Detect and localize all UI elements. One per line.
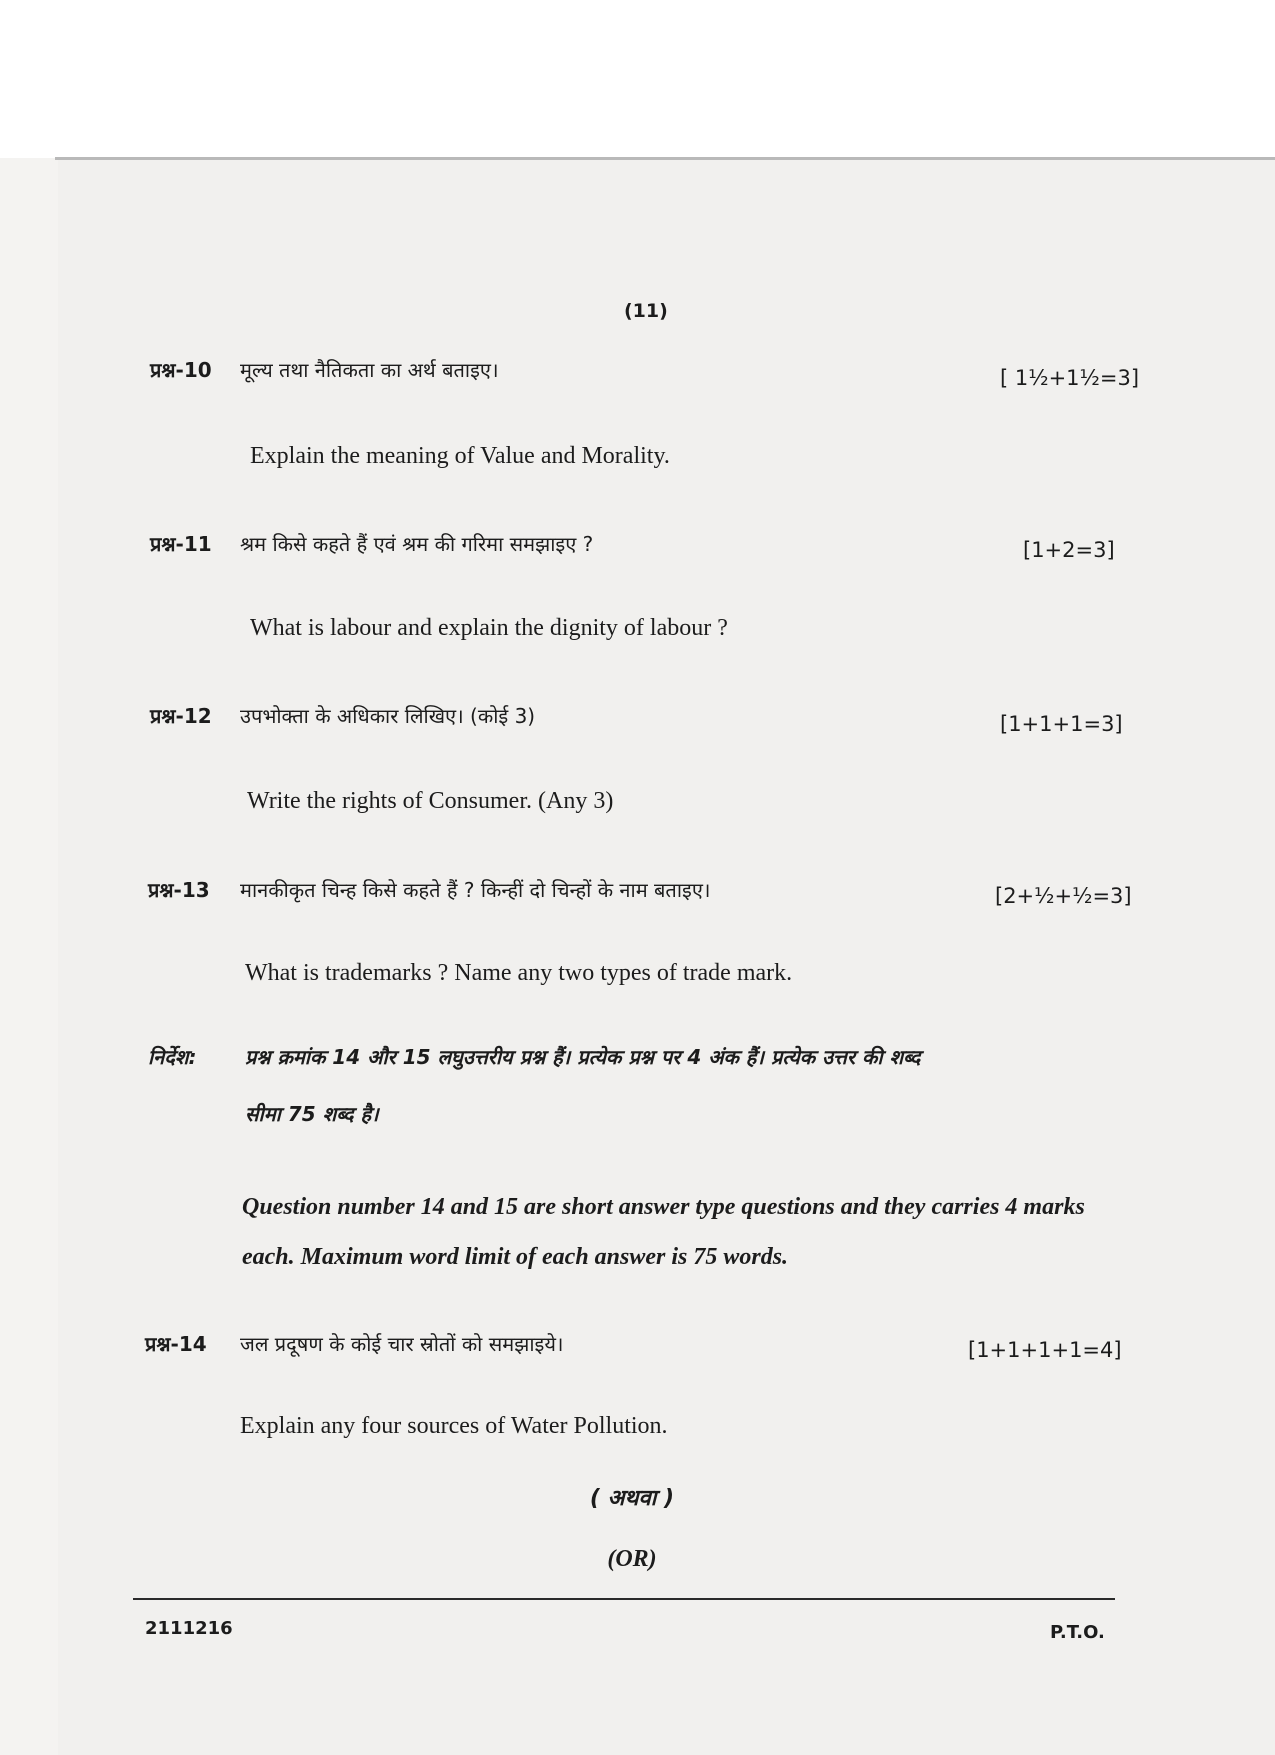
question-13-marks: [2+½+½=3]: [995, 884, 1132, 908]
question-14-english: Explain any four sources of Water Pollution.: [240, 1413, 668, 1439]
question-13-english: What is trademarks ? Name any two types of trade mark.: [245, 960, 793, 986]
question-11-english: What is labour and explain the dignity of labour ?: [250, 615, 728, 641]
question-14-hindi: जल प्रदूषण के कोई चार स्रोतों को समझाइये।: [240, 1332, 564, 1356]
instruction-label: निर्देश:: [148, 1045, 197, 1069]
top-margin: [0, 0, 1275, 158]
question-11-hindi: श्रम किसे कहते हैं एवं श्रम की गरिमा समझाइए ?: [240, 532, 594, 556]
question-10-hindi: मूल्य तथा नैतिकता का अर्थ बताइए।: [240, 358, 499, 382]
question-10-label: प्रश्न-10: [150, 358, 212, 382]
question-12-hindi: उपभोक्ता के अधिकार लिखिए। (कोई 3): [240, 704, 536, 728]
question-14-label: प्रश्न-14: [145, 1332, 207, 1356]
question-12-english: Write the rights of Consumer. (Any 3): [247, 788, 614, 814]
instruction-hindi-line1: प्रश्न क्रमांक 14 और 15 लघुउत्तरीय प्रश्न हैं। प्रत्येक प्रश्न पर 4 अंक हैं। प्रत्येक उत्तर की शब्द: [245, 1045, 921, 1069]
question-13-label: प्रश्न-13: [148, 878, 210, 902]
question-11-label: प्रश्न-11: [150, 532, 212, 556]
instruction-hindi-line2: सीमा 75 शब्द है।: [245, 1102, 379, 1126]
instruction-english: Question number 14 and 15 are short answer type questions and they carries 4 marks each. Maximum word limit of each answer is 75 words.: [242, 1194, 1085, 1270]
or-english: (OR): [607, 1546, 657, 1572]
question-10-english: Explain the meaning of Value and Morality.: [250, 443, 670, 469]
footer-divider: [133, 1598, 1115, 1600]
pto-label: P.T.O.: [1050, 1622, 1105, 1643]
paper-code: 2111216: [145, 1618, 233, 1639]
question-13-hindi: मानकीकृत चिन्ह किसे कहते हैं ? किन्हीं दो चिन्हों के नाम बताइए।: [240, 878, 711, 902]
question-10-marks: [ 1½+1½=3]: [1000, 366, 1140, 390]
or-hindi: ( अथवा ): [589, 1486, 675, 1511]
question-12-label: प्रश्न-12: [150, 704, 212, 728]
page-number: (11): [624, 300, 668, 322]
question-14-marks: [1+1+1+1=4]: [968, 1338, 1122, 1362]
paper-sheet: [58, 160, 1275, 1755]
question-12-marks: [1+1+1=3]: [1000, 712, 1123, 736]
question-11-marks: [1+2=3]: [1023, 538, 1115, 562]
